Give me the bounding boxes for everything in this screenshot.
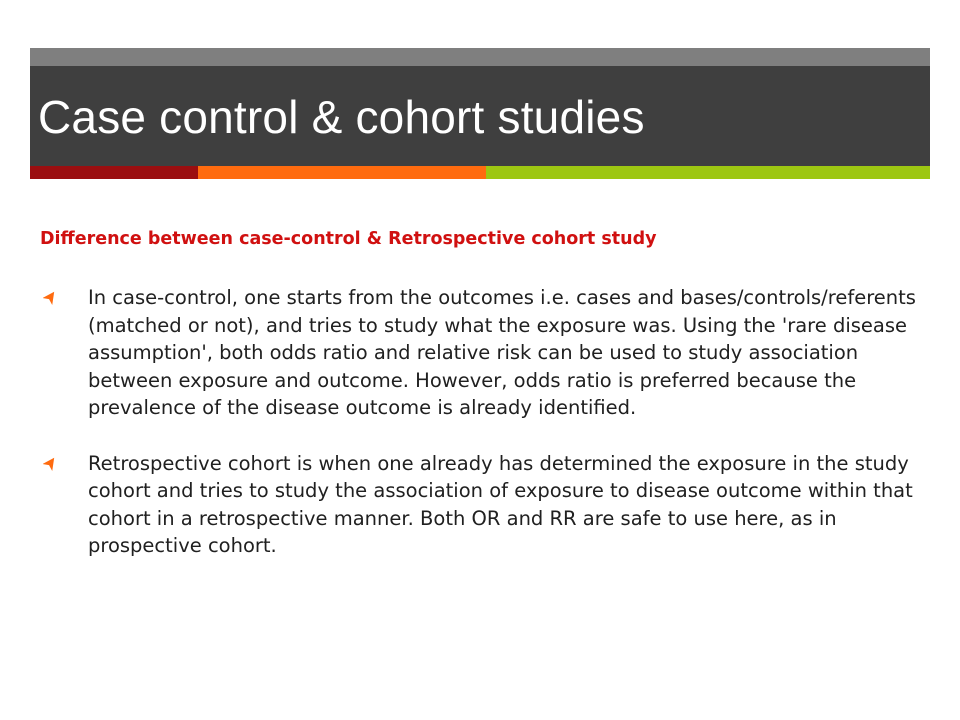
accent-bar-orange xyxy=(198,166,486,179)
bullet-text: Retrospective cohort is when one already has determined the exposure in the study cohort and tries to study the association of exposure to disease outcome within that cohort in a retrospective manner. Both OR and RR are safe to use here, as in prospective cohort. xyxy=(88,451,913,557)
title-top-strip xyxy=(30,48,930,66)
bullet-item-case-control xyxy=(40,284,920,422)
accent-bar-green xyxy=(486,166,930,179)
bullet-text: In case-control, one starts from the outcomes i.e. cases and bases/controls/referents (matched or not), and tries to study what the exposure was. Using the 'rare disease assumption', both odds ratio and relative risk can be used to study association between exposure and outcome. However, odds ratio is preferred because the prevalence of the disease outcome is already identified. xyxy=(88,286,916,419)
bullet-list xyxy=(40,284,920,560)
arrowhead-bullet-icon xyxy=(43,290,59,306)
slide-title: Case control & cohort studies xyxy=(38,91,645,143)
arrowhead-bullet-icon xyxy=(43,456,59,472)
slide-subtitle: Difference between case-control & Retrospective cohort study xyxy=(40,229,657,249)
accent-bar-red xyxy=(30,166,198,179)
title-bar xyxy=(30,66,930,166)
bullet-item-retrospective-cohort xyxy=(40,450,920,560)
